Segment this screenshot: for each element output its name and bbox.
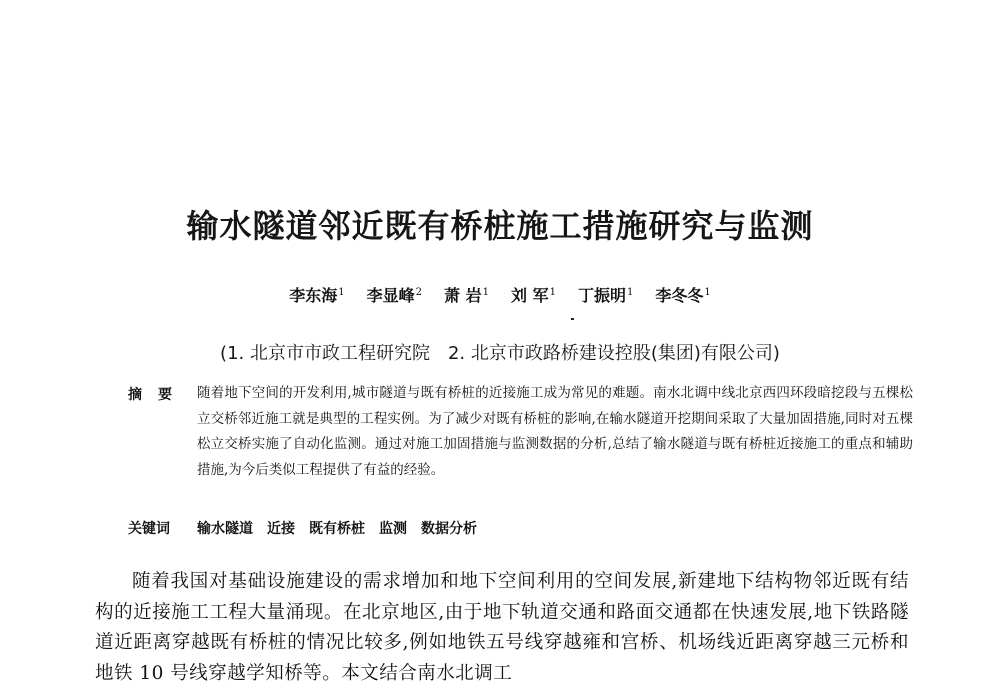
body-paragraph: 随着我国对基础设施建设的需求增加和地下空间利用的空间发展,新建地下结构物邻近既有结构的近接施工工程大量涌现。在北京地区,由于地下轨道交通和路面交通都在快速发展,地下铁路隧道近距离穿越既有桥桩的情况比较多,例如地铁五号线穿越雍和宫桥、机场线近距离穿越三元桥和地铁 10 号线穿越学知桥等。本文结合南水北调工 — [95, 571, 909, 684]
author: 萧 岩$^1$ — [444, 286, 489, 305]
paper-title: 输水隧道邻近既有桥桩施工措施研究与监测 — [186, 207, 814, 245]
author: 李显峰$^2$ — [366, 286, 423, 305]
keyword: 数据分析 — [421, 521, 477, 537]
keyword: 既有桥桩 — [309, 521, 365, 537]
keyword: 输水隧道 — [197, 521, 253, 537]
affiliations: (1. 北京市市政工程研究院 2. 北京市政路桥建设控股(集团)有限公司) — [220, 343, 780, 364]
scan-speck — [571, 318, 574, 320]
keyword: 监测 — [379, 521, 407, 537]
author-list — [200, 283, 800, 306]
author: 刘 军$^1$ — [511, 286, 556, 305]
keywords-label: 关键词 — [128, 521, 170, 537]
keyword: 近接 — [267, 521, 295, 537]
keywords-list — [197, 518, 477, 538]
abstract-label: 摘要 — [128, 387, 188, 403]
author: 李东海$^1$ — [289, 286, 345, 305]
author: 丁振明$^1$ — [577, 286, 634, 305]
author: 李冬冬$^1$ — [655, 286, 711, 305]
abstract-text: 随着地下空间的开发利用,城市隧道与既有桥桩的近接施工成为常见的难题。南水北调中线北京西四环段暗挖段与五棵松立交桥邻近施工就是典型的工程实例。为了减少对既有桥桩的影响,在输水隧道开挖期间采取了大量加固措施,同时对五棵松立交桥实施了自动化监测。通过对施工加固措施与监测数据的分析,总结了输水隧道与既有桥桩近接施工的重点和辅助措施,为今后类似工程提供了有益的经验。 — [197, 385, 913, 478]
